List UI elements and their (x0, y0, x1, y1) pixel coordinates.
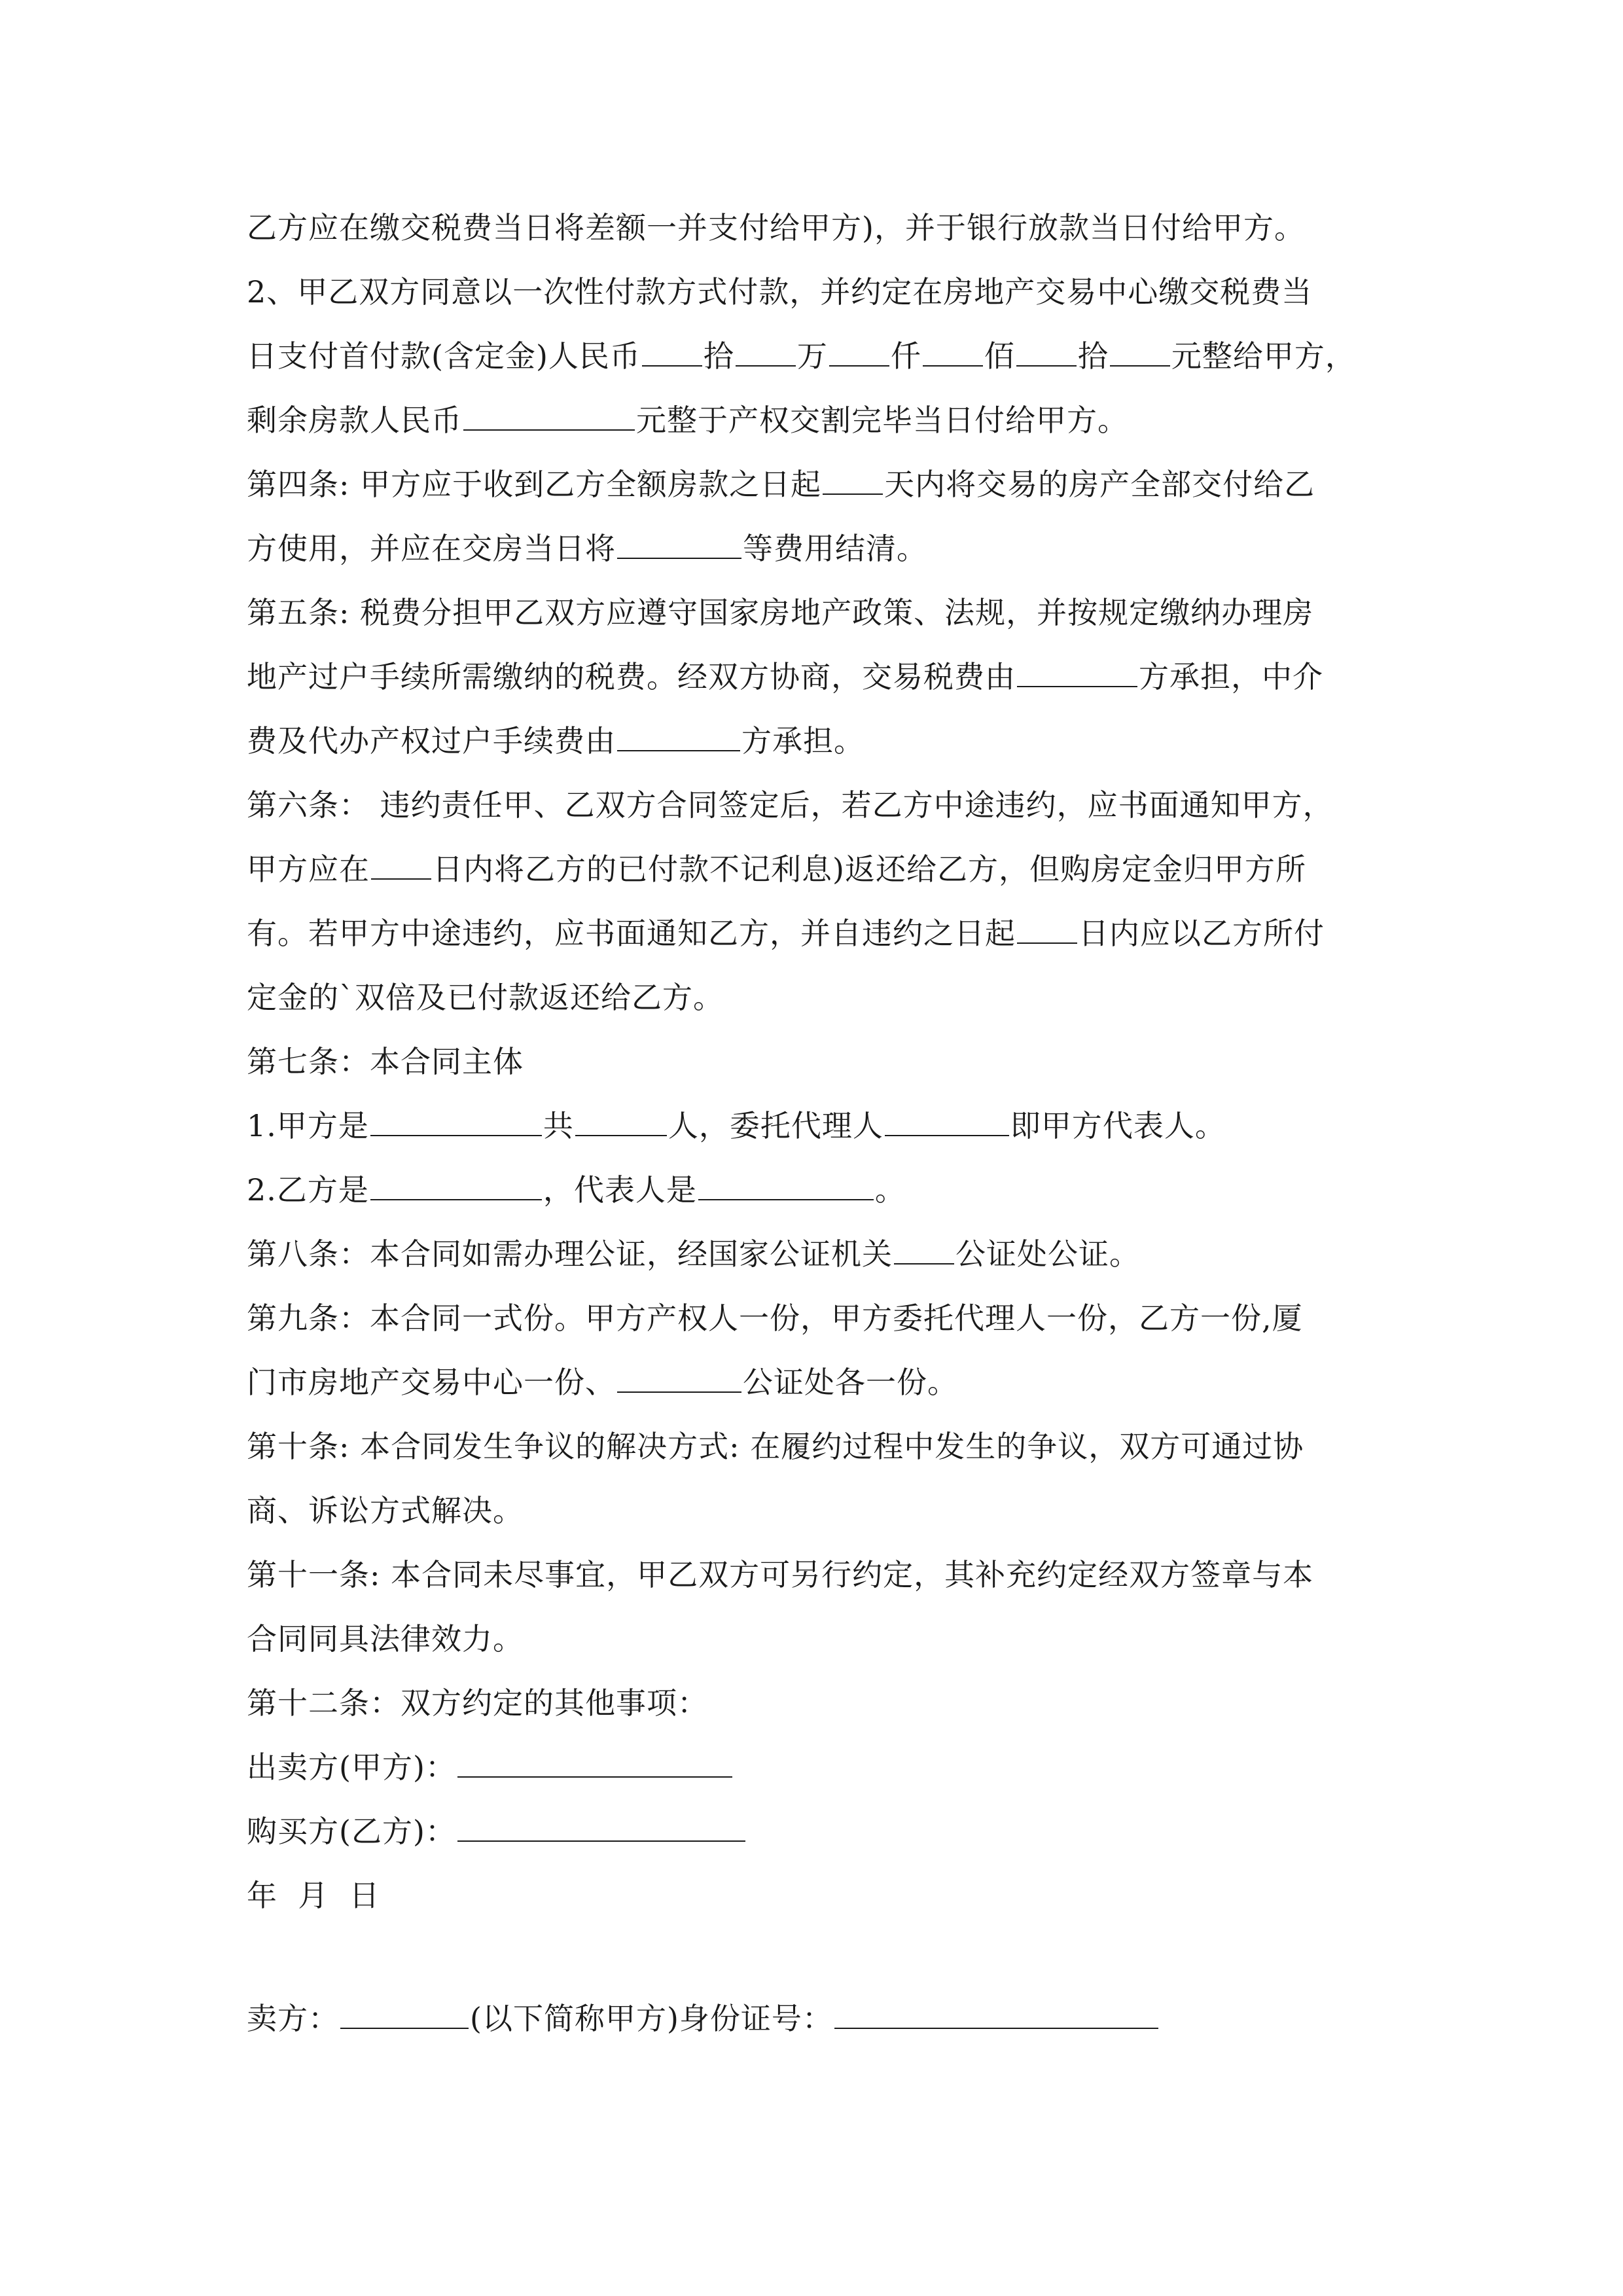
text-line: 第九条：本合同一式份。甲方产权人一份，甲方委托代理人一份，乙方一份,厦 (247, 1300, 1303, 1336)
blank-field[interactable] (370, 1170, 542, 1200)
blank-field[interactable] (894, 1234, 954, 1265)
text-line: 地产过户手续所需缴纳的税费。经双方协商，交易税费由 方承担，中介 (247, 657, 1323, 696)
buyer-signature-field[interactable] (457, 1812, 745, 1842)
seller-id-line: 卖方： (以下简称甲方)身份证号： (247, 1999, 1160, 2038)
blank-field[interactable] (923, 336, 983, 367)
blank-field[interactable] (371, 850, 431, 880)
text-line: 方使用，并应在交房当日将 等费用结清。 (247, 529, 927, 568)
text-line: 有。若甲方中途违约，应书面通知乙方，并自违约之日起 日内应以乙方所付 (247, 914, 1325, 953)
text-line: 合同同具法律效力。 (247, 1621, 524, 1657)
seller-signature-field[interactable] (457, 1748, 732, 1778)
text-line: 第十一条: 本合同未尽事宜，甲乙双方可另行约定，其补充约定经双方签章与本 (247, 1557, 1314, 1592)
text-line: 第四条: 甲方应于收到乙方全额房款之日起 天内将交易的房产全部交付给乙 (247, 465, 1315, 504)
blank-field[interactable] (736, 336, 796, 367)
blank-field[interactable] (1016, 336, 1077, 367)
text-line: 剩余房款人民币 元整于产权交割完毕当日付给甲方。 (247, 401, 1128, 440)
text-line: 2.乙方是 ，代表人是 。 (247, 1170, 906, 1210)
text-line: 第五条: 税费分担甲乙双方应遵守国家房地产政策、法规，并按规定缴纳办理房 (247, 595, 1314, 630)
text-line: 甲方应在 日内将乙方的已付款不记利息)返还给乙方，但购房定金归甲方所 (247, 850, 1306, 889)
blank-field[interactable] (1017, 914, 1077, 944)
blank-field[interactable] (370, 1106, 542, 1136)
blank-field[interactable] (885, 1106, 1009, 1136)
section-heading: 第十二条：双方约定的其他事项： (247, 1685, 708, 1721)
text-line: 日支付首付款(含定金)人民币 拾 万 仟 佰 拾 元整给甲方， (247, 336, 1356, 376)
blank-field[interactable] (823, 465, 883, 495)
blank-field[interactable] (617, 721, 740, 751)
text-line: 费及代办产权过户手续费由 方承担。 (247, 721, 865, 761)
date-line: 年 月 日 (247, 1878, 380, 1913)
id-number-field[interactable] (834, 1999, 1158, 2029)
text-line: 定金的`双倍及已付款返还给乙方。 (247, 980, 724, 1015)
seller-name-field[interactable] (340, 1999, 469, 2029)
seller-signature-line: 出卖方(甲方)： (247, 1748, 734, 1787)
section-heading: 第七条：本合同主体 (247, 1044, 524, 1079)
buyer-signature-line: 购买方(乙方)： (247, 1812, 747, 1851)
text-line: 商、诉讼方式解决。 (247, 1493, 524, 1528)
text-line: 1.甲方是 共 人，委托代理人 即甲方代表人。 (247, 1106, 1226, 1145)
text-line: 第八条：本合同如需办理公证，经国家公证机关 公证处公证。 (247, 1234, 1140, 1274)
blank-field[interactable] (617, 1363, 741, 1393)
blank-field[interactable] (1110, 336, 1170, 367)
blank-field[interactable] (642, 336, 702, 367)
blank-field[interactable] (698, 1170, 874, 1200)
blank-field[interactable] (463, 401, 635, 431)
text-line: 门市房地产交易中心一份、 公证处各一份。 (247, 1363, 958, 1402)
text-line: 2、甲乙双方同意以一次性付款方式付款，并约定在房地产交易中心缴交税费当 (247, 274, 1313, 310)
text-line: 乙方应在缴交税费当日将差额一并支付给甲方)，并于银行放款当日付给甲方。 (247, 210, 1305, 245)
text-line: 第十条: 本合同发生争议的解决方式: 在履约过程中发生的争议，双方可通过协 (247, 1429, 1304, 1464)
blank-field[interactable] (829, 336, 889, 367)
blank-field[interactable] (575, 1106, 667, 1136)
blank-field[interactable] (617, 529, 741, 559)
blank-field[interactable] (1017, 657, 1137, 687)
text-line: 第六条： 违约责任甲、乙双方合同签定后，若乙方中途违约，应书面通知甲方， (247, 787, 1334, 823)
